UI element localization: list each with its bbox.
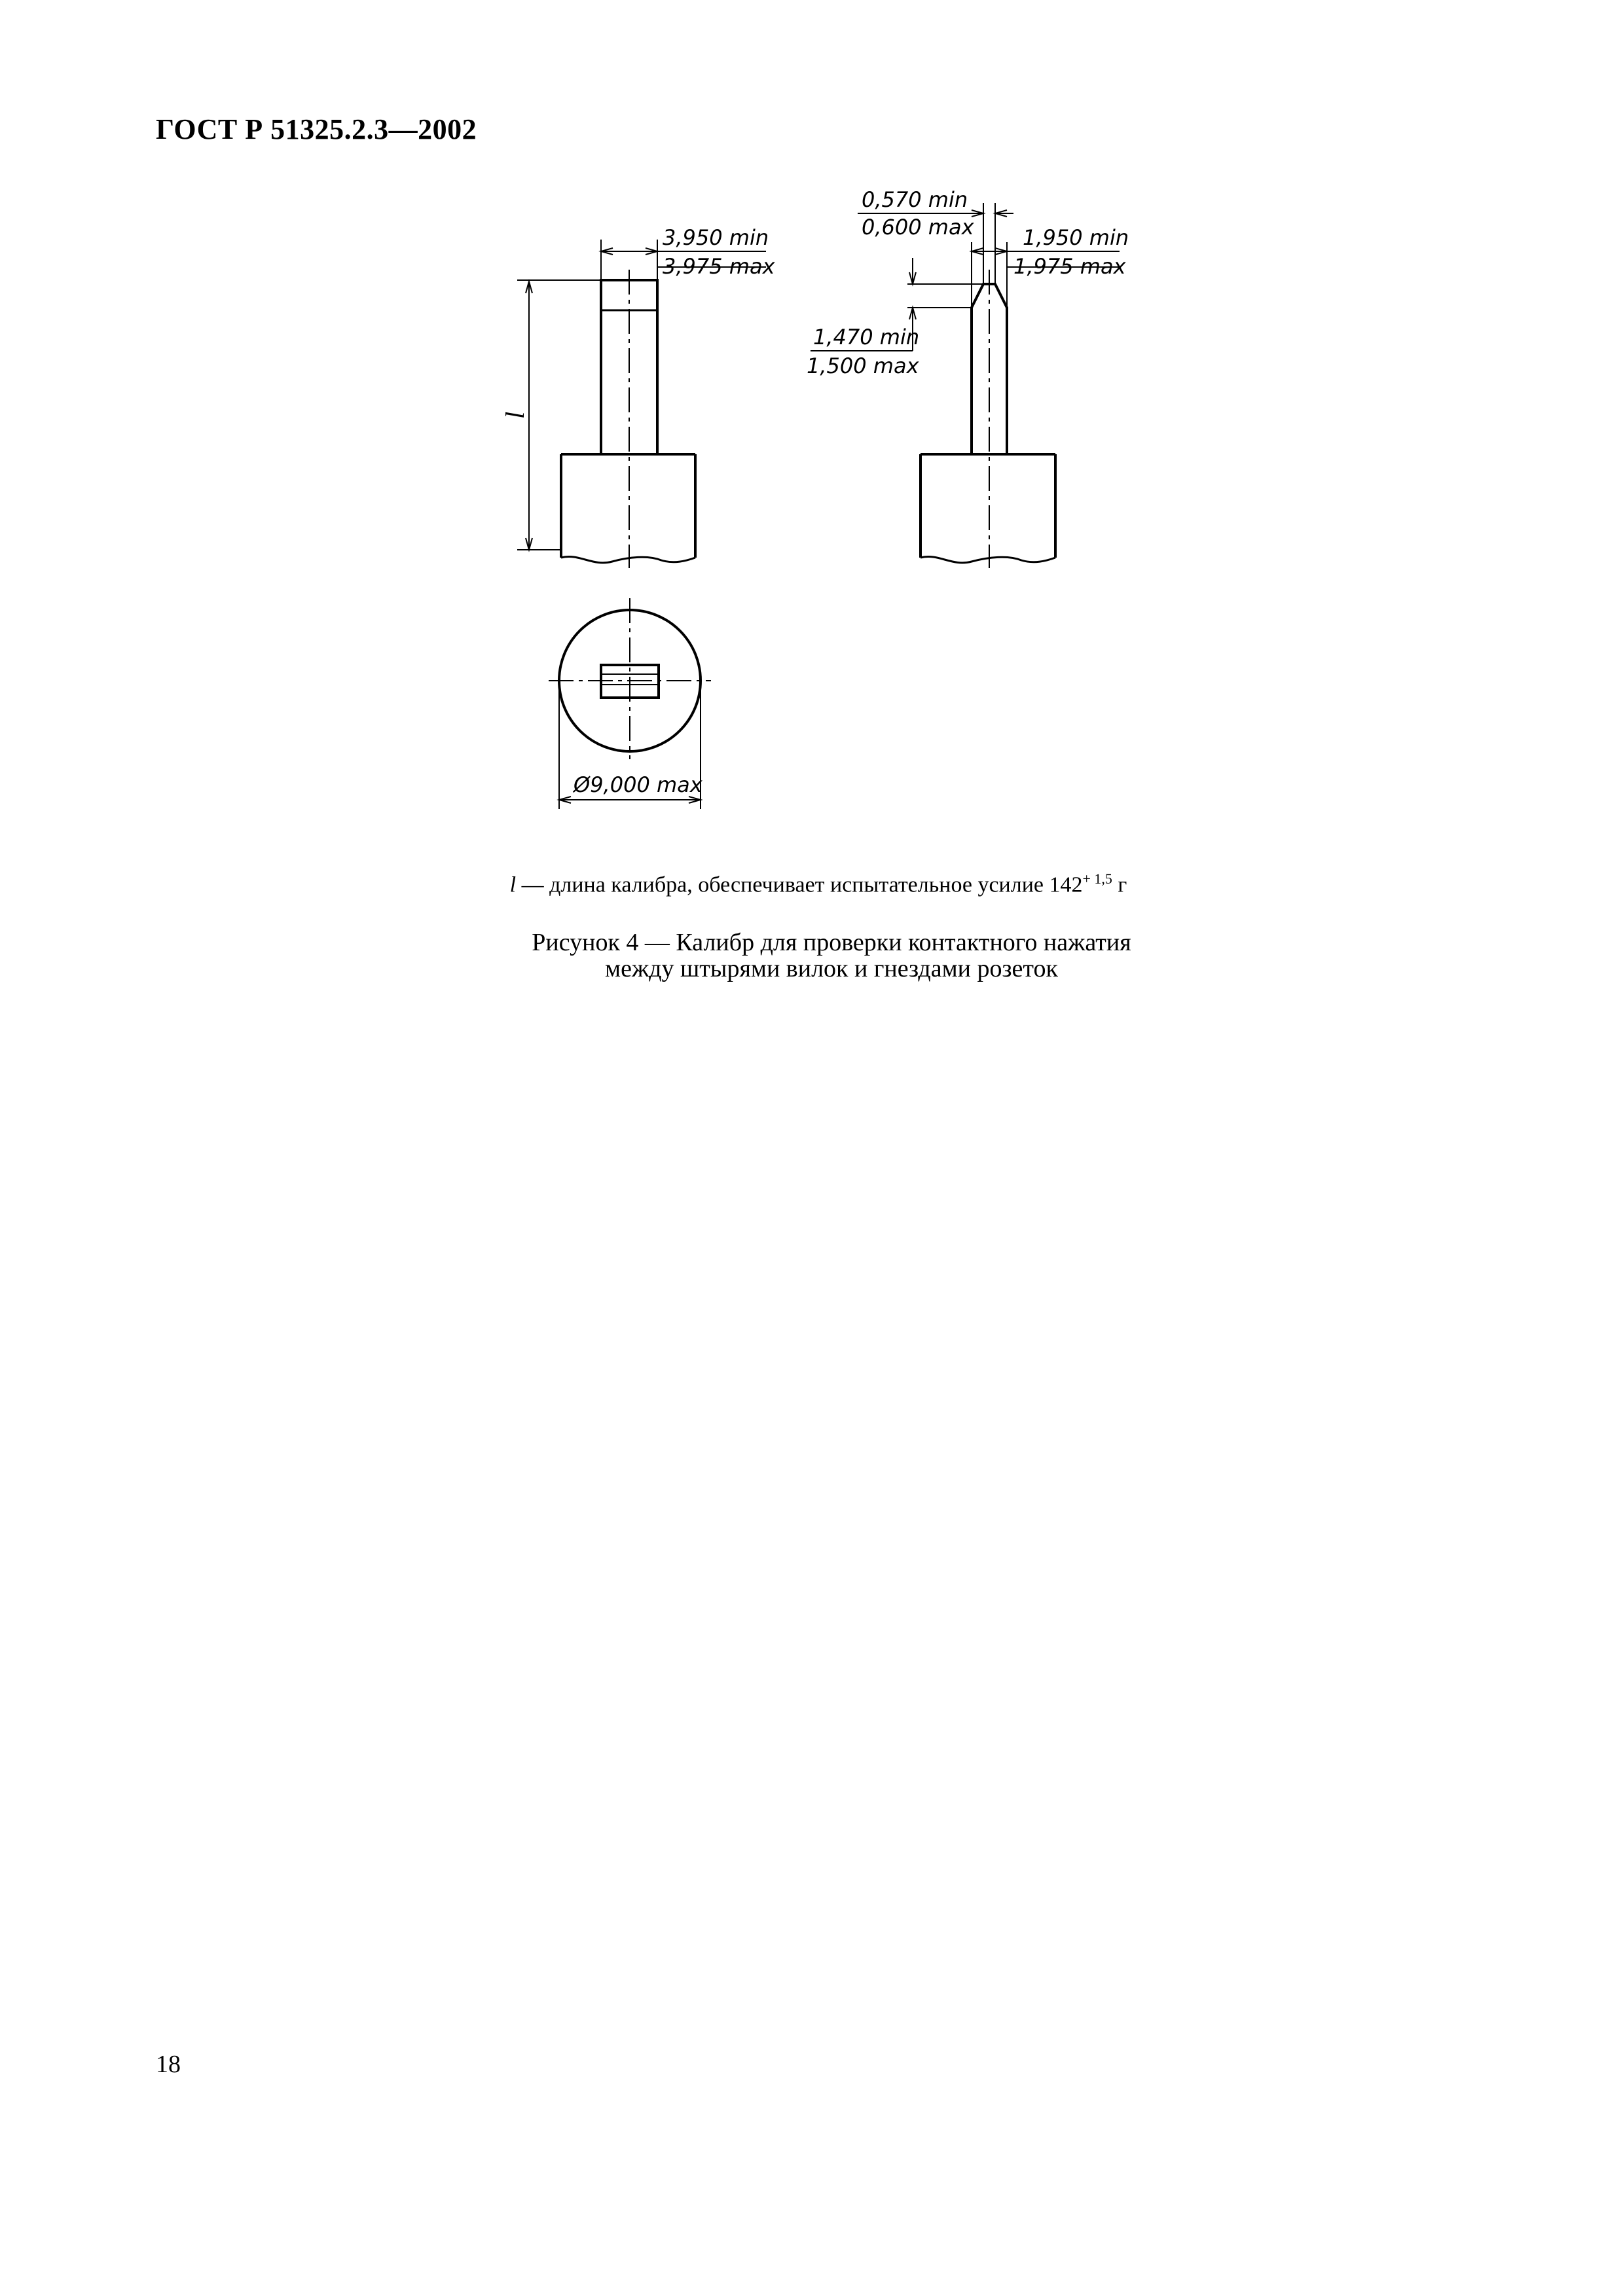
pin-width2-max-label: 1,975 max [1013,254,1126,279]
body-break-line [561,557,695,563]
tip-width-max-label: 0,600 max [862,215,974,240]
legend-superscript: + 1,5 [1082,870,1112,887]
technical-drawing [0,0,1623,851]
legend-text: — длина калибра, обеспечивает испытательное усилие 142 [516,872,1083,897]
page-number: 18 [156,2051,181,2078]
top-view [549,598,711,809]
legend-unit: г [1112,872,1127,897]
figure-legend [458,870,1178,897]
pin-width-min-label: 3,950 min [663,225,769,250]
tip-width-min-label: 0,570 min [862,187,968,212]
legend-symbol: l [509,872,517,897]
chamfer-max-label: 1,500 max [807,353,919,378]
diameter-label: Ø9,000 max [574,772,702,797]
front-view [500,225,776,568]
body2-break-line [921,557,1055,563]
caption-line-1: Рисунок 4 — Калибр для проверки контактного нажатия [532,929,1131,956]
caption-line-2: между штырями вилок и гнездами розеток [605,955,1058,982]
figure-caption [393,929,1270,982]
length-label: l [500,411,530,419]
chamfer-min-label: 1,470 min [813,325,920,350]
pin-width-max-label: 3,975 max [663,254,775,279]
side-view [807,187,1129,568]
document-header: ГОСТ Р 51325.2.3—2002 [156,113,477,145]
pin-width2-min-label: 1,950 min [1023,225,1129,250]
